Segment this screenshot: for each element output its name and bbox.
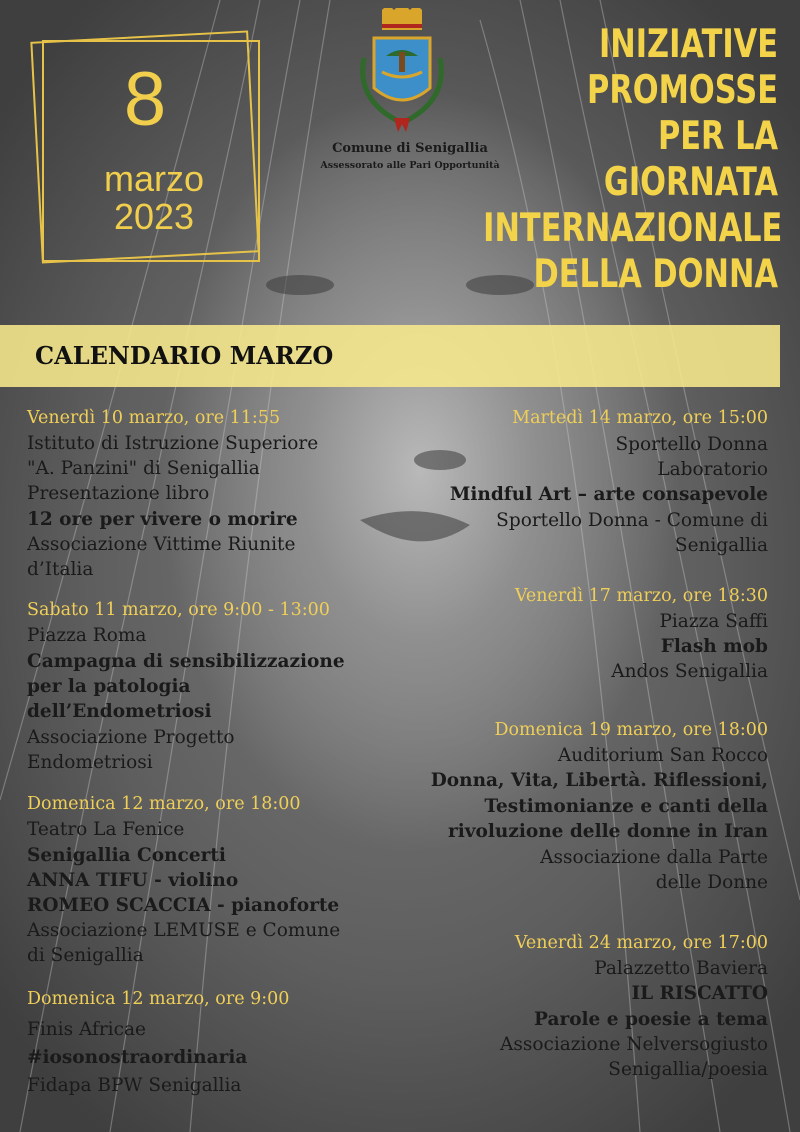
event-line: Finis Africae bbox=[27, 1019, 146, 1040]
event-title: Donna, Vita, Libertà. Riflessioni, bbox=[430, 770, 768, 791]
comune-crest-icon bbox=[352, 8, 452, 140]
event-line: Associazione Progetto bbox=[27, 727, 235, 748]
event-title: Testimonianze e canti della bbox=[484, 796, 768, 817]
event-line: di Senigallia bbox=[27, 945, 144, 966]
event-heading: Domenica 12 marzo, ore 18:00 bbox=[27, 794, 301, 814]
event-title: rivoluzione delle donne in Iran bbox=[448, 821, 768, 842]
event-line: Associazione Nelversogiusto bbox=[499, 1034, 768, 1055]
event-heading: Domenica 19 marzo, ore 18:00 bbox=[494, 720, 768, 740]
event-heading: Venerdì 17 marzo, ore 18:30 bbox=[514, 586, 768, 606]
date-year: 2023 bbox=[113, 196, 195, 237]
event-line: Sportello Donna - Comune di bbox=[496, 510, 768, 531]
event-title: Senigallia Concerti bbox=[27, 845, 226, 866]
event-line: Endometriosi bbox=[27, 752, 153, 773]
title-line: INIZIATIVE bbox=[598, 22, 778, 67]
event-title: Campagna di sensibilizzazione bbox=[27, 651, 345, 672]
event-title: #iosonostraordinaria bbox=[27, 1047, 248, 1068]
event-title: ROMEO SCACCIA - pianoforte bbox=[27, 895, 340, 916]
comune-name: Comune di Senigallia bbox=[332, 141, 488, 156]
event-line: Auditorium San Rocco bbox=[557, 745, 768, 766]
event-line: "A. Panzini" di Senigallia bbox=[27, 458, 260, 479]
event-title: dell’Endometriosi bbox=[27, 701, 212, 722]
event-line: Istituto di Istruzione Superiore bbox=[27, 433, 319, 454]
event-title: IL RISCATTO bbox=[631, 983, 768, 1004]
event-heading: Venerdì 24 marzo, ore 17:00 bbox=[514, 933, 768, 953]
assessorato-name: Assessorato alle Pari Opportunità bbox=[320, 160, 500, 171]
event-title: ANNA TIFU - violino bbox=[27, 870, 239, 891]
event-title: Flash mob bbox=[660, 636, 768, 657]
title-line: PROMOSSE bbox=[587, 68, 778, 113]
event-line: Palazzetto Baviera bbox=[594, 958, 768, 979]
event-line: Associazione LEMUSE e Comune bbox=[27, 920, 341, 941]
event-heading: Sabato 11 marzo, ore 9:00 - 13:00 bbox=[27, 600, 330, 620]
title-line: INTERNAZIONALE bbox=[483, 206, 783, 251]
event-line: Senigallia bbox=[674, 535, 768, 556]
event-line: Piazza Saffi bbox=[659, 611, 768, 632]
event-title: Parole e poesie a tema bbox=[534, 1009, 768, 1030]
event-title: Mindful Art – arte consapevole bbox=[449, 484, 768, 505]
event-line: Laboratorio bbox=[657, 459, 768, 480]
event-title: per la patologia bbox=[27, 676, 191, 697]
event-line: Senigallia/poesia bbox=[608, 1059, 768, 1080]
event-line: Sportello Donna bbox=[615, 434, 768, 455]
event-line: Associazione dalla Parte bbox=[540, 847, 768, 868]
title-line: GIORNATA bbox=[603, 160, 778, 205]
title-line: PER LA bbox=[657, 114, 778, 159]
event-line: Teatro La Fenice bbox=[27, 819, 185, 840]
title-line: DELLA DONNA bbox=[533, 252, 778, 297]
calendar-label: CALENDARIO MARZO bbox=[35, 341, 334, 370]
date-day: 8 bbox=[123, 57, 167, 142]
event-line: Fidapa BPW Senigallia bbox=[27, 1075, 242, 1096]
event-line: d’Italia bbox=[27, 559, 94, 580]
event-title: 12 ore per vivere o morire bbox=[27, 509, 298, 530]
date-month: marzo bbox=[103, 158, 205, 199]
event-heading: Martedì 14 marzo, ore 15:00 bbox=[512, 408, 768, 428]
event-heading: Domenica 12 marzo, ore 9:00 bbox=[27, 989, 290, 1009]
event-line: Associazione Vittime Riunite bbox=[27, 534, 296, 555]
event-line: Piazza Roma bbox=[27, 625, 147, 646]
event-line: delle Donne bbox=[655, 872, 768, 893]
poster-title bbox=[483, 22, 783, 298]
event-heading: Venerdì 10 marzo, ore 11:55 bbox=[27, 408, 281, 428]
event-line: Presentazione libro bbox=[27, 483, 210, 504]
event-line: Andos Senigallia bbox=[611, 661, 768, 682]
